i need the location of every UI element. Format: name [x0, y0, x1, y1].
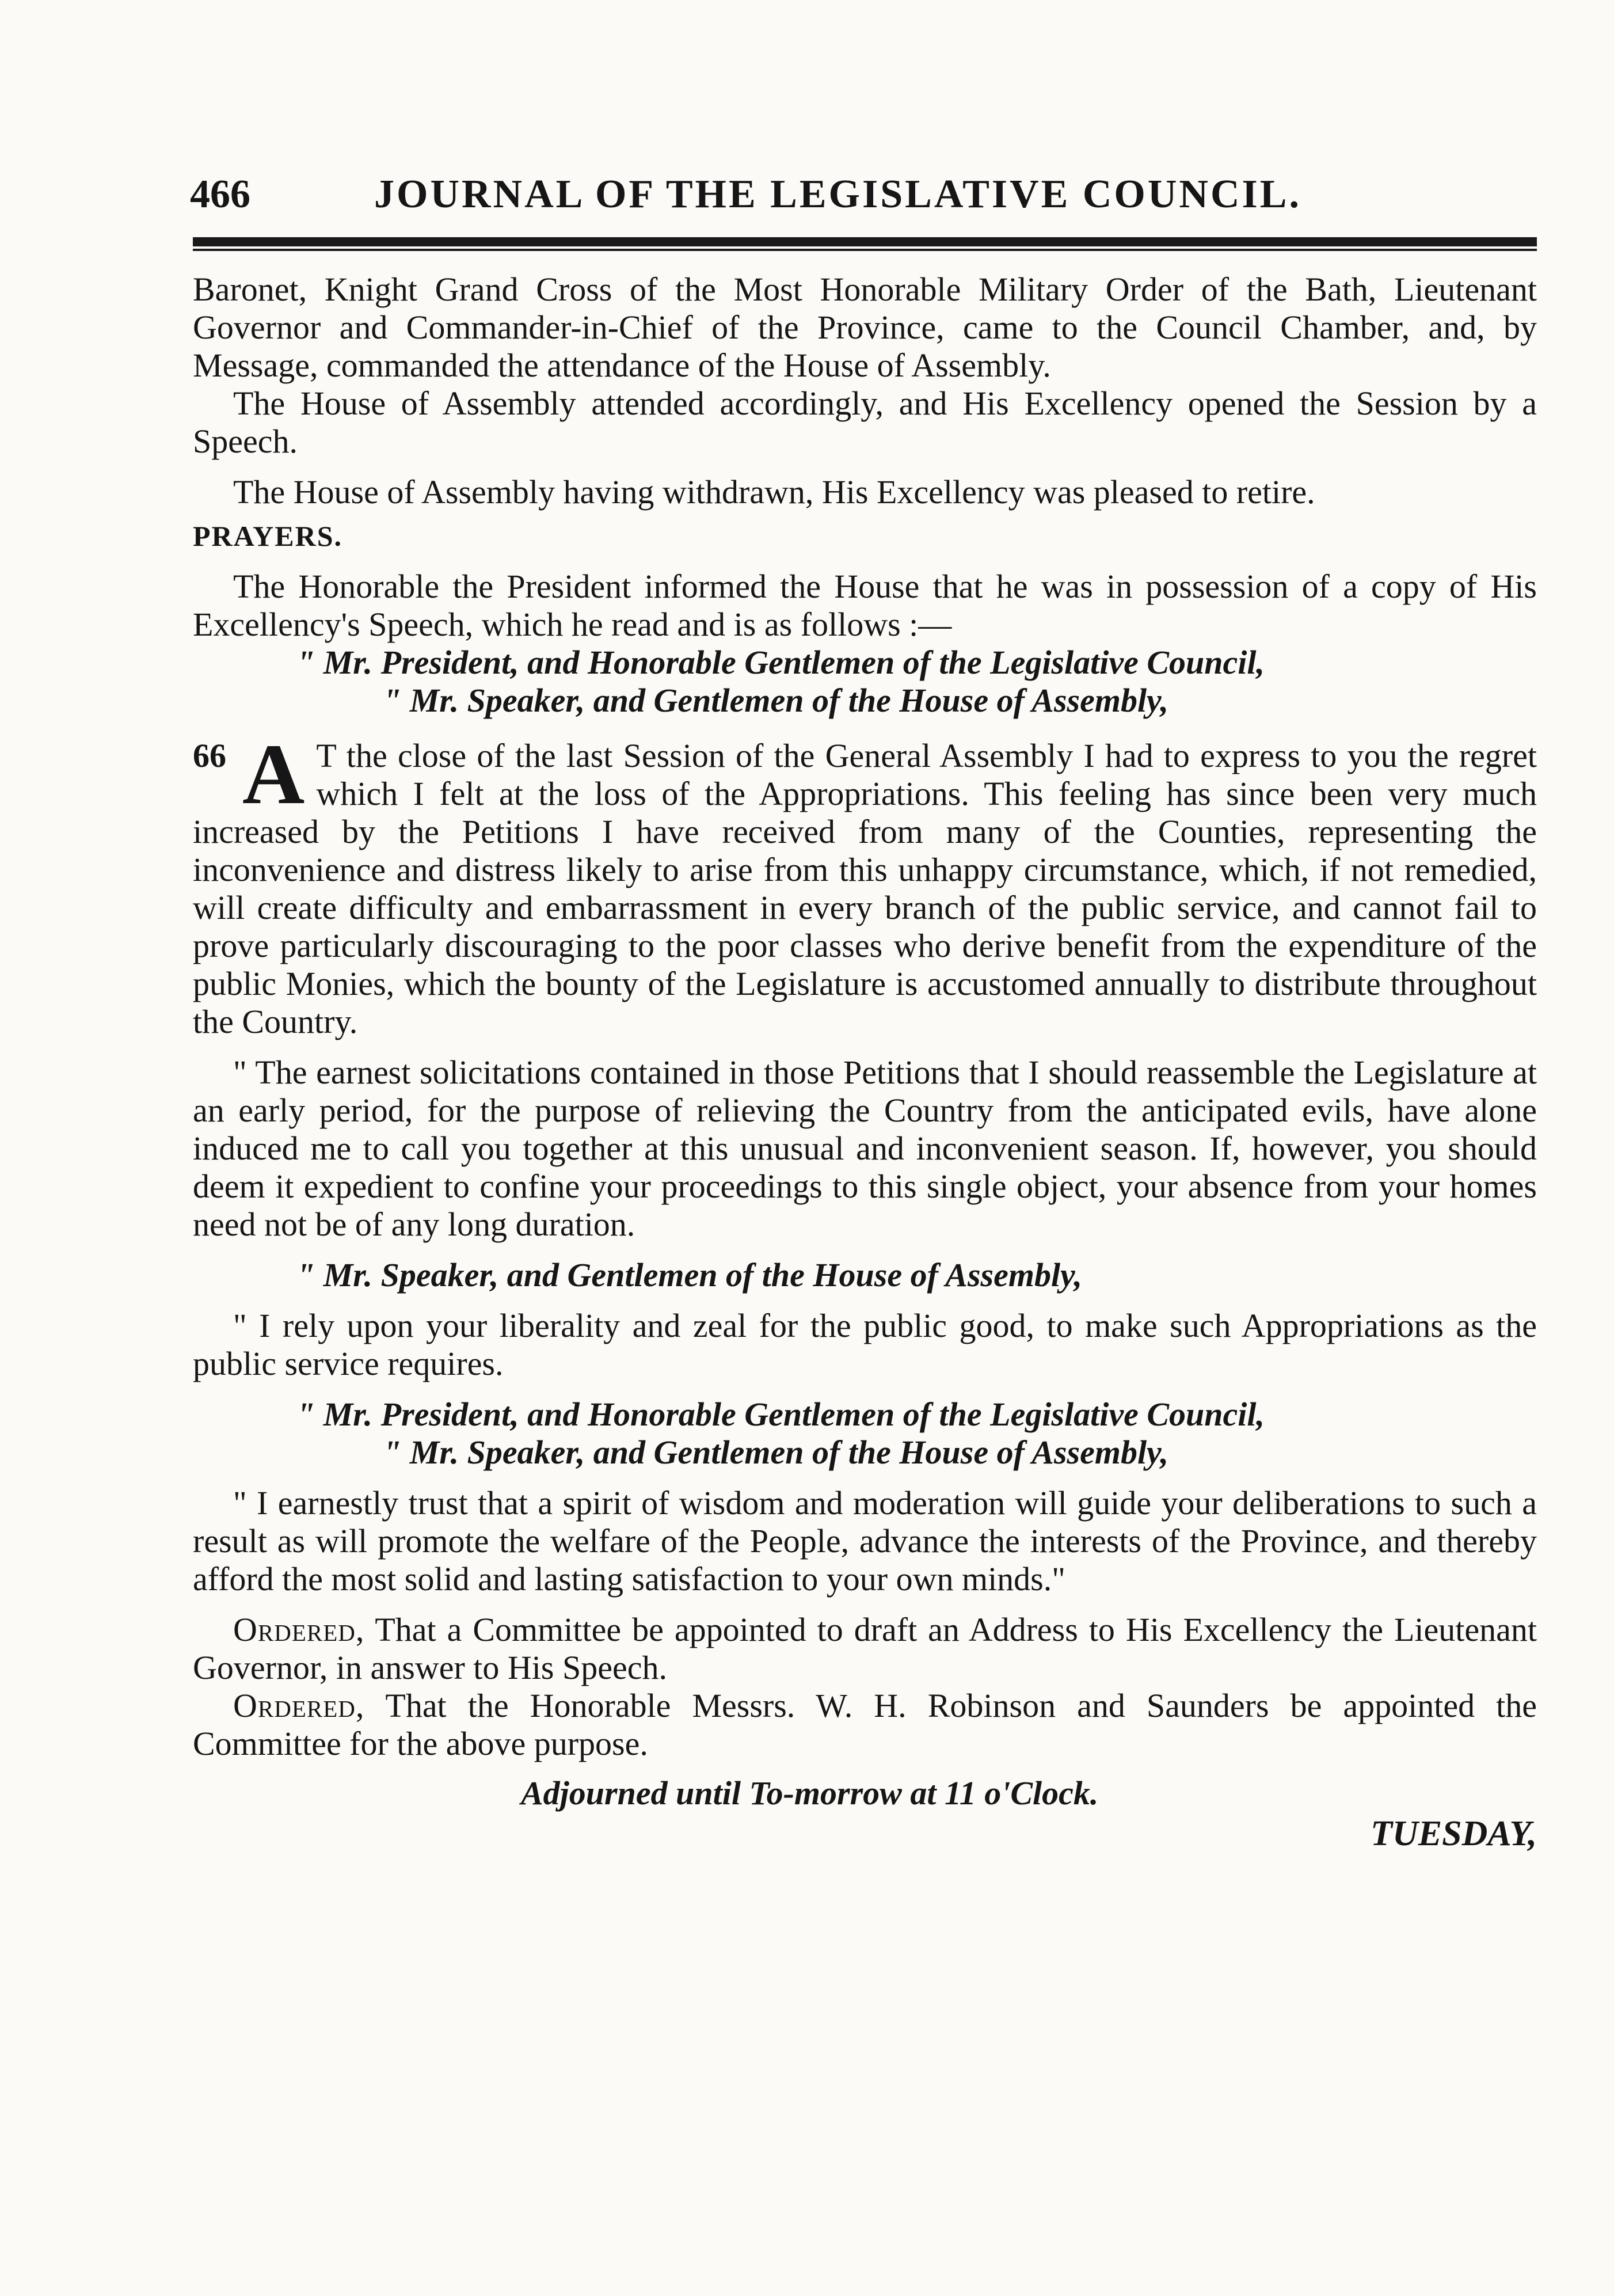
speech-paragraph-1-text: T the close of the last Session of the General Assembly I had to express to you the regret which I felt at the loss of the Appropriations. This feeling has since been very much increased by the Petitions I have received from many of the Counties, representing the inconvenience and distress likely to arise from this unhappy circumstance, which, if not remedied, will create difficulty and embarrassment in every branch of the public service, and cannot fail to prove particularly discouraging to the poor classes who derive benefit from the expenditure of the public Monies, which the bounty of the Legislature is accustomed annually to distribute throughout the Country.: [193, 737, 1537, 1040]
header-rule-thin: [193, 249, 1537, 251]
paragraph-house-attended: The House of Assembly attended accordingly, and His Excellency opened the Session by a Speech.: [193, 385, 1537, 460]
page-header: [190, 167, 1537, 236]
running-head: JOURNAL OF THE LEGISLATIVE COUNCIL.: [374, 172, 1301, 216]
address-assembly-3: " Mr. Speaker, and Gentlemen of the House of Assembly,: [383, 1434, 1169, 1471]
address-assembly: " Mr. Speaker, and Gentlemen of the House of Assembly,: [383, 682, 1169, 719]
drop-cap: A: [242, 727, 305, 822]
speech-paragraph-3: " I rely upon your liberality and zeal for the public good, to make such Appropriations as the public service requires.: [193, 1307, 1537, 1382]
speech-paragraph-2: " The earnest solicitations contained in those Petitions that I should reassemble the Legislature at an early period, for the purpose of relieving the Country from the anticipated evils, have alone induced me to call you together at this unusual and inconvenient season. If, however, you should deem it expedient to confine your proceedings to this single object, your absence from your homes need not be of any long duration.: [193, 1054, 1537, 1243]
paragraph-opening: Baronet, Knight Grand Cross of the Most Honorable Military Order of the Bath, Lieutenant Governor and Commander-in-Chief of the Province, came to the Council Chamber, and, by Message, commanded the attendance of the House of Assembly.: [193, 271, 1537, 384]
order-label: Ordered,: [233, 1611, 365, 1648]
paragraph-president-informed: The Honorable the President informed the House that he was in possession of a copy of His Excellency's Speech, which he read and is as follows :—: [193, 568, 1537, 643]
journal-body: [193, 271, 1537, 1853]
address-council: " Mr. President, and Honorable Gentlemen of the Legislative Council,: [296, 644, 1265, 681]
order-text: That the Honorable Messrs. W. H. Robinson and Saunders be appointed the Committee for the above purpose.: [193, 1687, 1537, 1762]
open-quote-mark: 66: [193, 737, 226, 774]
speech-paragraph-4: " I earnestly trust that a spirit of wisdom and moderation will guide your deliberations to such a result as will promote the welfare of the People, advance the interests of the Province, and thereby afford the most solid and lasting satisfaction to your own minds.": [193, 1484, 1537, 1598]
catchword: TUESDAY,: [1371, 1814, 1537, 1853]
prayers-heading: PRAYERS.: [193, 520, 343, 552]
order-text: That a Committee be appointed to draft an Address to His Excellency the Lieutenant Governor, in answer to His Speech.: [193, 1611, 1537, 1686]
order-committee-members: [193, 1687, 1537, 1763]
order-committee-draft: [193, 1611, 1537, 1687]
adjournment-line: Adjourned until To-morrow at 11 o'Clock.: [521, 1774, 1099, 1812]
speech-paragraph-1: [193, 727, 1537, 1041]
address-assembly-2: " Mr. Speaker, and Gentlemen of the House of Assembly,: [296, 1256, 1083, 1294]
address-council-2: " Mr. President, and Honorable Gentlemen of the Legislative Council,: [296, 1396, 1265, 1433]
order-label: Ordered,: [233, 1687, 365, 1724]
header-rule-thick: [193, 237, 1537, 246]
page-number: 466: [190, 172, 250, 216]
paragraph-withdrawn: The House of Assembly having withdrawn, His Excellency was pleased to retire.: [233, 473, 1315, 511]
